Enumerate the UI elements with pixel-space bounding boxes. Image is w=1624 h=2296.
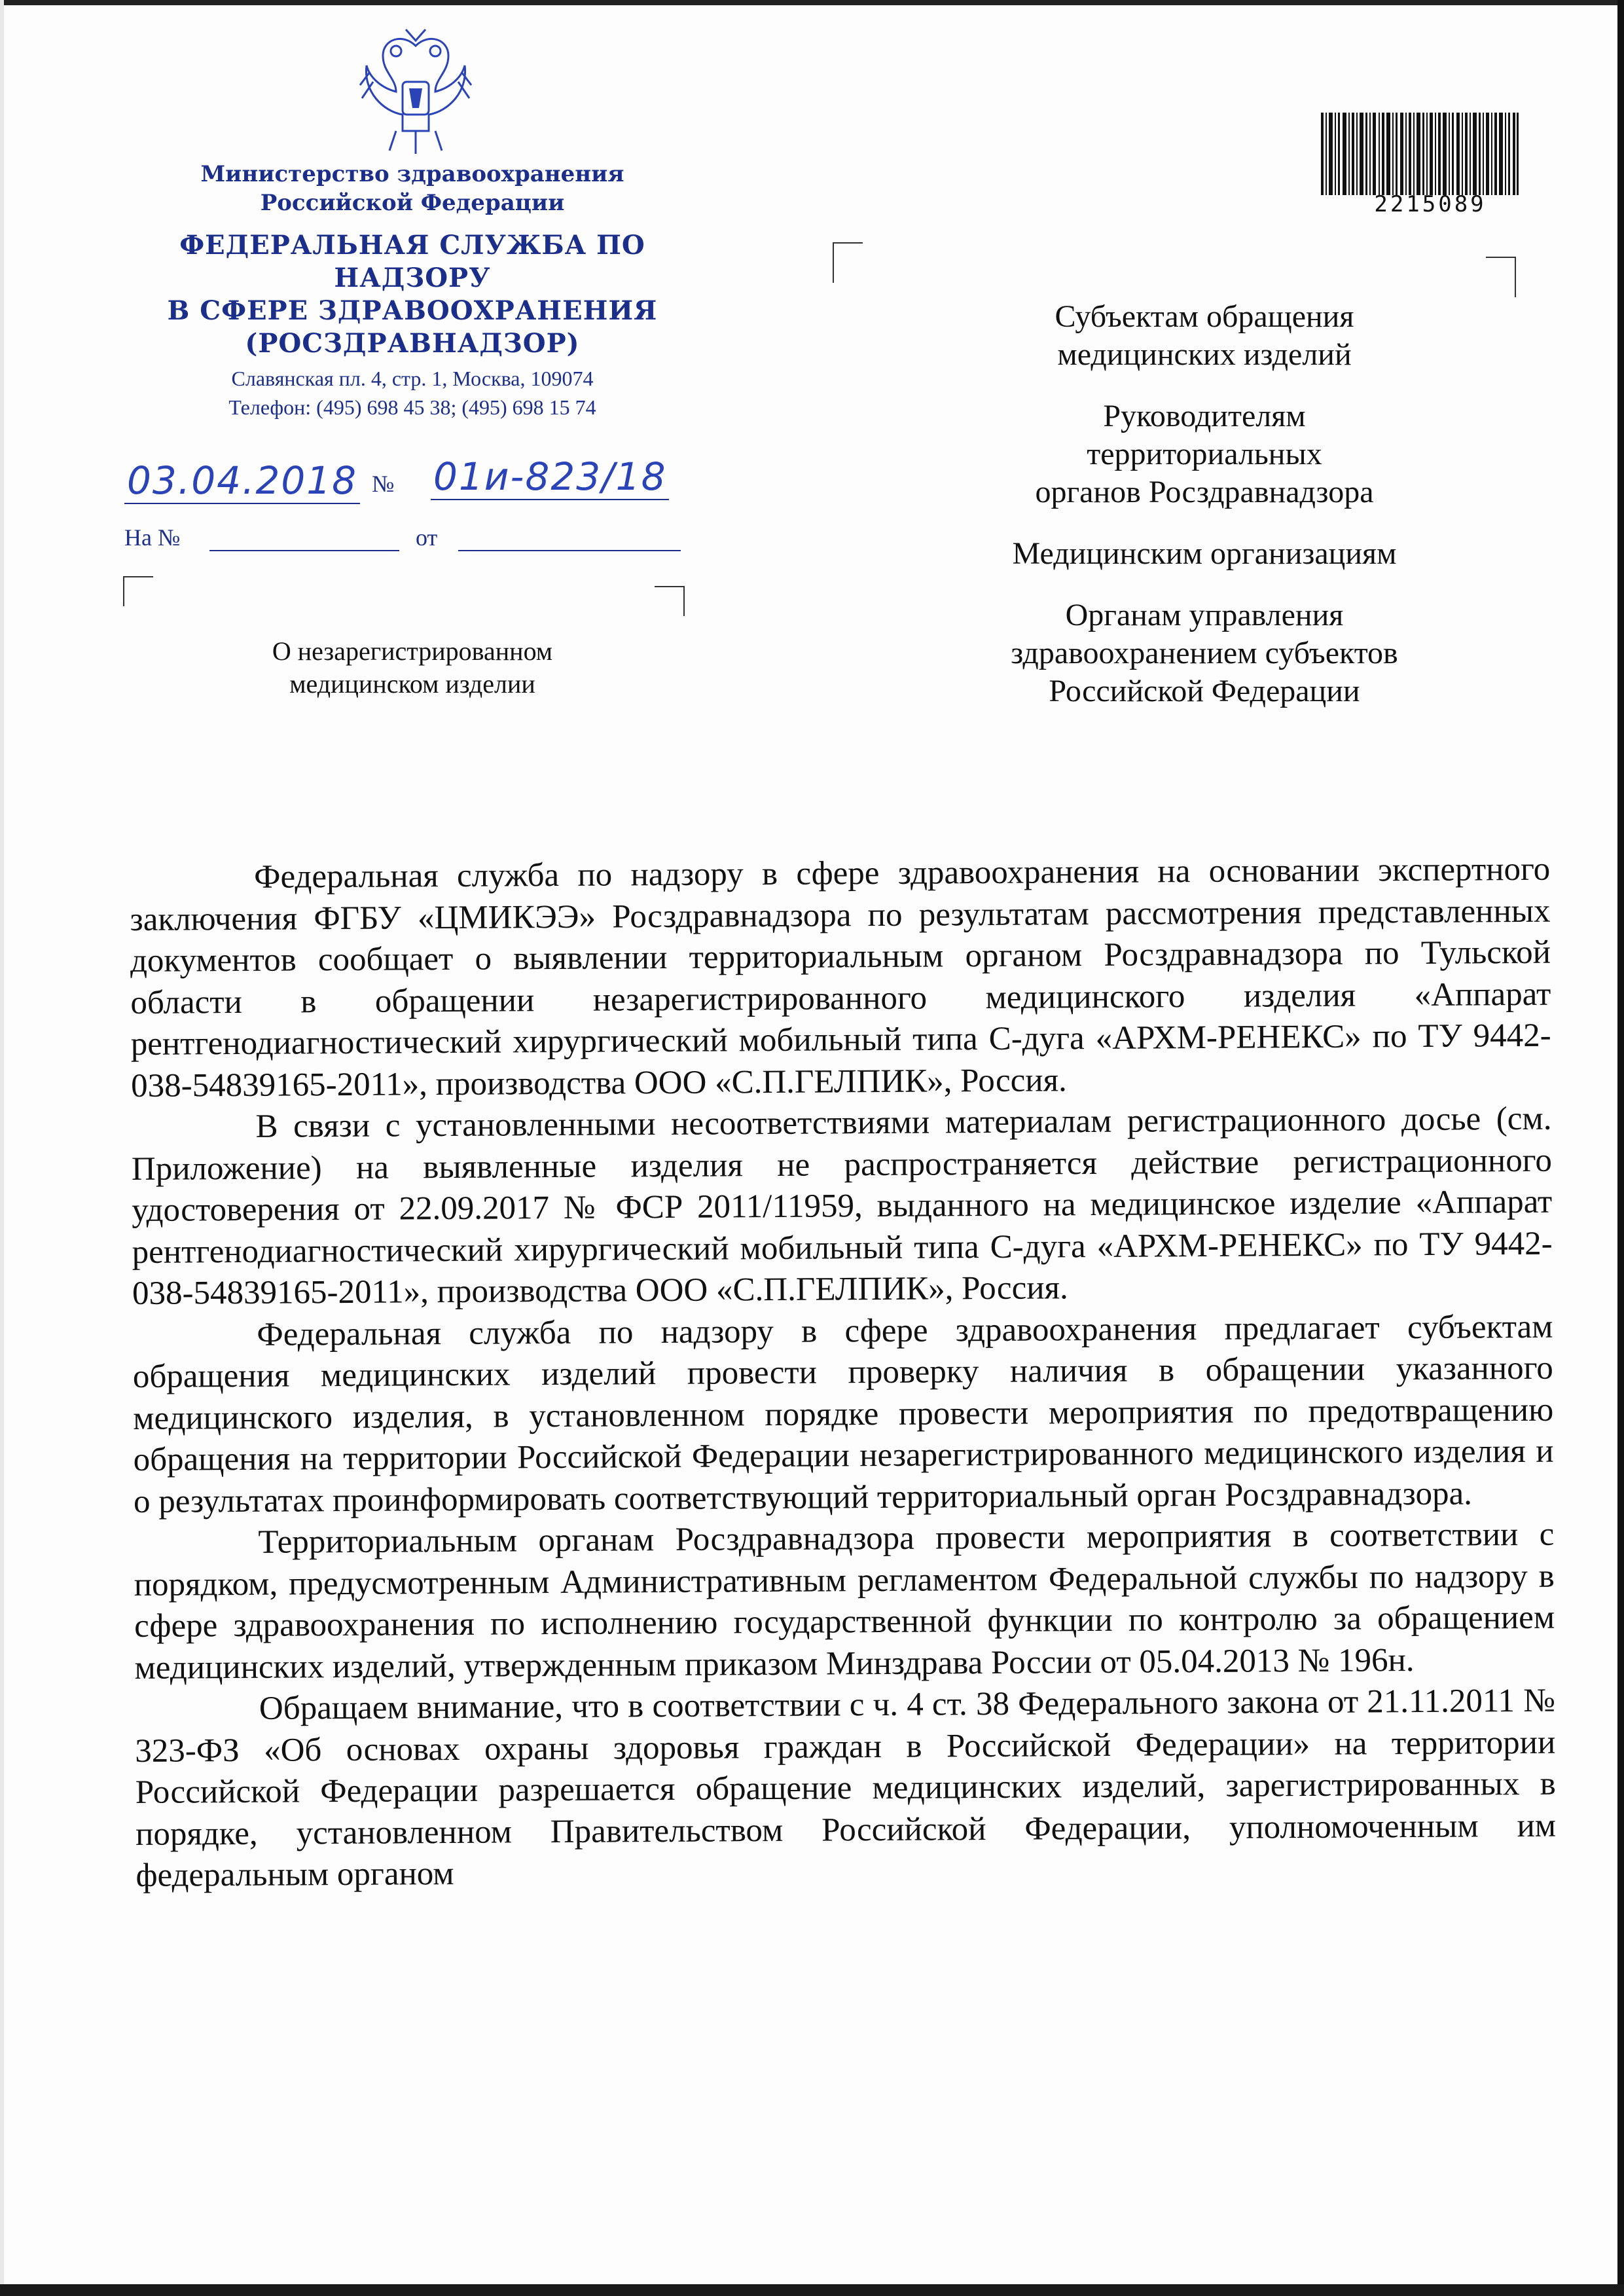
recipient-1-line-1: Субъектам обращения: [1055, 299, 1354, 334]
recipient-2-line-2: территориальных: [1087, 437, 1322, 471]
agency-line-1: ФЕДЕРАЛЬНАЯ СЛУЖБА ПО НАДЗОРУ: [179, 230, 645, 293]
recipient-4-line-1: Органам управления: [1065, 598, 1344, 632]
scan-left-edge: [0, 0, 4, 2296]
recipient-4: [936, 596, 1473, 710]
body-paragraph-3: Федеральная служба по надзору в сфере здравоохранения предлагает субъектам обращения медицинских изделий провести проверку наличия в обращении указанного медицинского изделия, в установленном порядке провести мероприятия по предотвращению обращения на территории Российской Федерации незарегистрированного медицинского изделия и о результатах проинформировать соответствующий территориальный орган Росздравнадзора.: [132, 1308, 1554, 1520]
subject-line-2: медицинском изделии: [289, 669, 535, 699]
ministry-line-1: Министерство здравоохранения: [200, 161, 624, 187]
phone-line: Телефон: (495) 698 45 38; (495) 698 15 74: [228, 395, 596, 419]
agency-address: [118, 364, 707, 422]
scan-top-edge: [0, 0, 1624, 5]
body-paragraph-1: Федеральная служба по надзору в сфере здравоохранения на основании экспертного заключения ФГБУ «ЦМИКЭЭ» Росздравнадзора по результатам рассмотрения представленных документов сообщает о выявлении территориальным органом Росздравнадзора по Тульской области в обращении незарегистрированного медицинского изделия «Аппарат рентгенодиагностический хирургический мобильный типа С-дуга «АРХМ-РЕНЕКС» по ТУ 9442-038-54839165-2011», производства ООО «С.П.ГЕЛПИК», Россия.: [130, 850, 1551, 1104]
ministry-line-2: Российской Федерации: [260, 190, 565, 216]
letter-body: [130, 849, 1557, 1897]
recipient-2-line-1: Руководителям: [1103, 399, 1306, 433]
recipient-4-line-3: Российской Федерации: [1049, 674, 1360, 708]
subject-bracket-left: [123, 576, 153, 606]
recipient-bracket-right: [1486, 257, 1516, 297]
recipient-2: [936, 397, 1473, 511]
reference-number-line: [209, 550, 399, 551]
recipient-1-line-2: медицинских изделий: [1057, 337, 1352, 372]
reference-from-label: от: [416, 524, 438, 551]
recipient-1: [936, 298, 1473, 374]
subject-bracket-right: [655, 586, 685, 616]
letter-subject: [229, 635, 596, 701]
scan-right-edge: [1617, 0, 1624, 2296]
recipient-4-line-2: здравоохранением субъектов: [1011, 636, 1398, 670]
number-sign: №: [372, 471, 395, 497]
body-paragraph-2: В связи с установленными несоответствиями материалам регистрационного досье (см. Приложение) на выявленные изделия не распространяется действие регистрационного удостоверения от 22.09.2017 № ФСР 2011/11959, выданного на медицинское изделие «Аппарат рентгенодиагностический хирургический мобильный типа С-дуга «АРХМ-РЕНЕКС» по ТУ 9442-038-54839165-2011», производства ООО «С.П.ГЕЛПИК», Россия.: [131, 1100, 1553, 1312]
agency-name: [98, 229, 727, 360]
reference-label: На №: [124, 524, 181, 551]
registration-date: 03.04.2018: [124, 458, 360, 504]
recipient-3-line-1: Медицинским организациям: [1012, 536, 1397, 571]
barcode-number: 2215089: [1374, 191, 1487, 217]
address-line: Славянская пл. 4, стр. 1, Москва, 109074: [231, 367, 594, 390]
registration-number: 01и-823/18: [431, 454, 669, 500]
recipient-bracket-left: [833, 242, 863, 283]
scan-bottom-edge: [0, 2284, 1624, 2296]
recipient-2-line-3: органов Росздравнадзора: [1035, 475, 1374, 509]
coat-of-arms-icon: [357, 26, 475, 157]
recipients-block: [936, 298, 1473, 734]
subject-line-1: О незарегистрированном: [272, 636, 553, 666]
reference-row: [124, 524, 713, 563]
agency-line-2: В СФЕРЕ ЗДРАВООХРАНЕНИЯ: [167, 295, 658, 326]
barcode: [1321, 113, 1519, 195]
reference-date-line: [458, 550, 681, 551]
registration-row: [124, 454, 779, 511]
ministry-name: [118, 160, 707, 217]
body-paragraph-5: Обращаем внимание, что в соответствии с ч. 4 ст. 38 Федерального закона от 21.11.2011 № 323-ФЗ «Об основах охраны здоровья граждан в Российской Федерации» на территории Российской Федерации разрешается обращение медицинских изделий, зарегистрированных в порядке, установленном Правительством Российской Федерации, уполномоченным им федеральным органом: [135, 1682, 1557, 1894]
body-paragraph-4: Территориальным органам Росздравнадзора провести мероприятия в соответствии с порядком, предусмотренным Административным регламентом Федеральной службы по надзору в сфере здравоохранения по исполнению государственной функции по контролю за обращением медицинских изделий, утвержденным приказом Минздрава России от 05.04.2013 № 196н.: [134, 1516, 1555, 1686]
recipient-3: [936, 535, 1473, 573]
agency-line-3: (РОСЗДРАВНАДЗОР): [245, 328, 580, 359]
